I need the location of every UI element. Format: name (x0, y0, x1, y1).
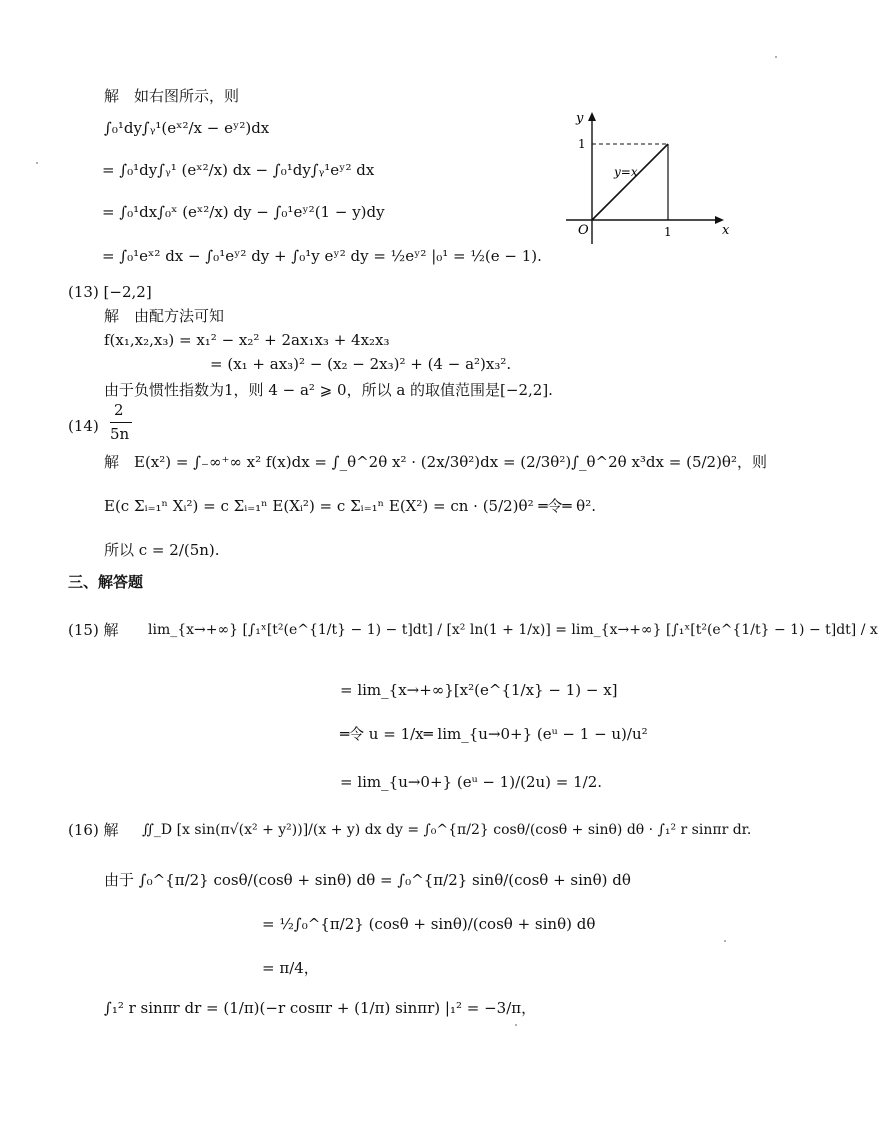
p13-line-1: f(x₁,x₂,x₃) = x₁² − x₂² + 2ax₁x₃ + 4x₂x₃ (104, 331, 390, 349)
section-heading: 三、解答题 (68, 573, 144, 591)
scan-speck (724, 940, 726, 942)
tick-y-label: 1 (578, 137, 586, 151)
p14-line-2: E(c Σᵢ₌₁ⁿ Xᵢ²) = c Σᵢ₌₁ⁿ E(Xᵢ²) = c Σᵢ₌₁ⁿ E(X²) = cn · (5/2)θ² ═令═ θ². (104, 497, 596, 515)
y-axis-arrow-icon (588, 112, 596, 121)
p13-intro: 解 由配方法可知 (104, 307, 225, 325)
p12-line-2: = ∫₀¹dy∫ᵧ¹ (eˣ²/x) dx − ∫₀¹dy∫ᵧ¹eʸ² dx (102, 161, 375, 179)
p14-line-3: 所以 c = 2/(5n). (104, 541, 220, 559)
p15-line-2: = lim_{x→+∞}[x²(e^{1/x} − 1) − x] (340, 681, 618, 699)
p14-label: (14) (68, 417, 99, 435)
origin-label: O (578, 223, 589, 238)
p14-fraction-bar (110, 422, 132, 423)
line-label: y=x (614, 165, 638, 179)
x-axis-label: x (722, 223, 730, 238)
y-axis-label: y (576, 111, 584, 126)
line-y-equals-x (592, 144, 668, 220)
p15-label: (15) 解 (68, 621, 119, 639)
p14-answer-numerator: 2 (114, 401, 124, 419)
p16-line-5: ∫₁² r sinπr dr = (1/π)(−r cosπr + (1/π) sinπr) |₁² = −3/π， (104, 999, 537, 1017)
p13-line-3: 由于负惯性指数为1，则 4 − a² ⩾ 0，所以 a 的取值范围是[−2,2]. (104, 381, 553, 399)
p15-line-1: lim_{x→+∞} [∫₁ˣ[t²(e^{1/t} − 1) − t]dt] / [x² ln(1 + 1/x)] = lim_{x→+∞} [∫₁ˣ[t²(e^{1/t} − 1) − t]dt] / x (148, 622, 878, 638)
region-figure (558, 108, 738, 248)
scan-speck (775, 56, 777, 58)
tick-x-label: 1 (664, 225, 672, 239)
p15-line-3: ═令 u = 1/x═ lim_{u→0+} (eᵘ − 1 − u)/u² (340, 725, 648, 743)
p12-line-1: ∫₀¹dy∫ᵧ¹(eˣ²/x − eʸ²)dx (104, 119, 270, 137)
scan-speck (36, 162, 38, 164)
p16-line-3: = ½∫₀^{π/2} (cosθ + sinθ)/(cosθ + sinθ) dθ (262, 915, 596, 933)
p12-intro: 解 如右图所示，则 (104, 87, 240, 105)
p13-line-2: = (x₁ + ax₃)² − (x₂ − 2x₃)² + (4 − a²)x₃². (210, 355, 512, 373)
p16-line-4: = π/4， (262, 959, 319, 977)
p13-heading: (13) [−2,2] (68, 283, 152, 301)
scan-speck (515, 1024, 517, 1026)
p14-answer-denominator: 5n (110, 425, 130, 443)
p14-line-1: 解 E(x²) = ∫₋∞⁺∞ x² f(x)dx = ∫_θ^2θ x² · (2x/3θ²)dx = (2/3θ²)∫_θ^2θ x³dx = (5/2)θ²，则 (104, 453, 767, 471)
p16-line-1: ∬_D [x sin(π√(x² + y²))]/(x + y) dx dy = ∫₀^{π/2} cosθ/(cosθ + sinθ) dθ · ∫₁² r sinπr dr. (142, 822, 752, 838)
p16-label: (16) 解 (68, 821, 119, 839)
p16-line-2: 由于 ∫₀^{π/2} cosθ/(cosθ + sinθ) dθ = ∫₀^{π/2} sinθ/(cosθ + sinθ) dθ (104, 871, 631, 889)
p12-line-3: = ∫₀¹dx∫₀ˣ (eˣ²/x) dy − ∫₀¹eʸ²(1 − y)dy (102, 203, 385, 221)
p12-line-4: = ∫₀¹eˣ² dx − ∫₀¹eʸ² dy + ∫₀¹y eʸ² dy = ½eʸ² |₀¹ = ½(e − 1). (102, 247, 542, 265)
p15-line-4: = lim_{u→0+} (eᵘ − 1)/(2u) = 1/2. (340, 773, 603, 791)
